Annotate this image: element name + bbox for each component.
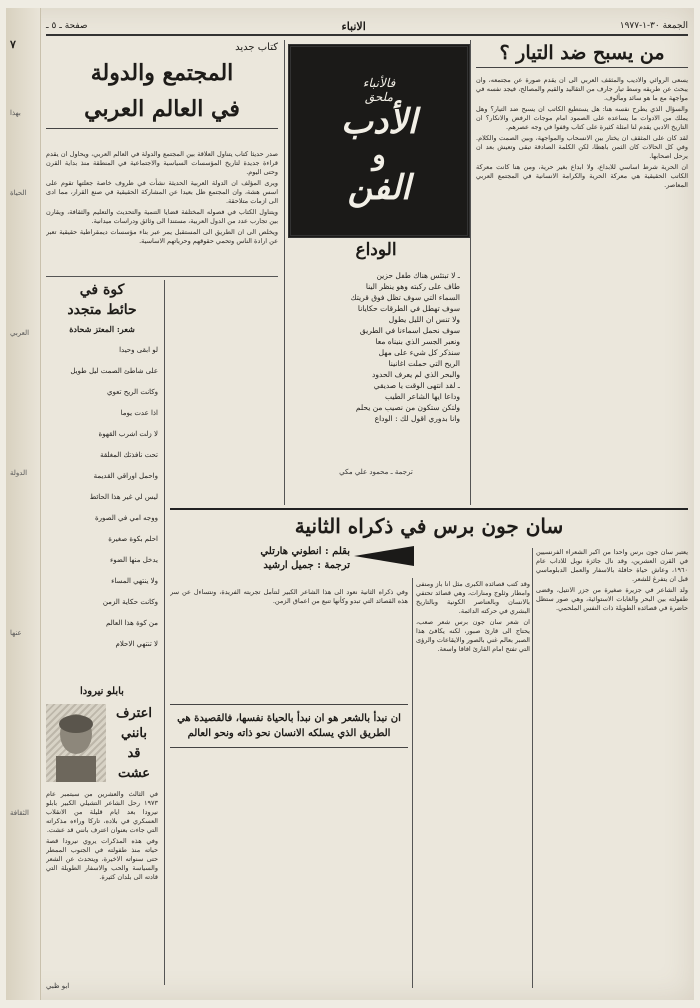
books-kicker: كتاب جديد	[235, 42, 278, 53]
books-paragraph: صدر حديثا كتاب يتناول العلاقة بين المجتمع والدولة في العالم العربي، ويحاول ان يقدم قراءة جديدة لتاريخ المؤسسات السياسية والاجتماعية في المنطقة منذ بداية القرن وحتى اليوم.	[46, 150, 278, 176]
column-rule	[284, 40, 285, 505]
poem-line: ولتكن ستكون من نصيب من يحلم	[355, 403, 460, 412]
portrait-illustration	[46, 704, 106, 782]
header-date: الجمعة ٣٠-١-١٩٧٧	[619, 21, 688, 31]
header-publication: الانباء	[341, 19, 366, 33]
edge-text-line: عنها	[10, 629, 22, 637]
poem2-line: على شاطئ الصمت ليل طويل	[70, 367, 158, 375]
poem-line: سوف نحمل اسماءنا في الطريق	[359, 326, 460, 335]
poem2-title-line-2: حائط متجدد	[67, 302, 137, 318]
header-page-label: صفحة ـ ٥ ـ	[46, 21, 88, 31]
edge-text-line: بهذا	[10, 109, 21, 117]
stream-paragraph: ان الحرية شرط اساسي للابداع، ولا ابداع بغير حرية، ومن هنا كانت معركة الكاتب الحقيقية هي معركة الحرية والكرامة الانسانية في المجتمع العربي المعاصر.	[476, 163, 688, 189]
poem2-line: ليس لي غير هذا الحائط	[89, 493, 158, 501]
poem2-line: تحت نافذتك المغلقة	[100, 451, 158, 459]
feature-byline-author: بقلم : انطوني هارتلي	[260, 546, 350, 557]
confess-title-1: اعترف	[116, 706, 152, 721]
column-rule	[164, 280, 165, 985]
feature-paragraph: ولد الشاعر في جزيرة صغيرة من جزر الانتيل، وقضى طفولته بين البحر والغابات الاستوائية، وهي صور ستظل حاضرة في قصائده الطويلة ذات النفس الملحمي.	[536, 586, 688, 612]
poem-title: الوداع	[355, 240, 397, 260]
books-paragraph: ويرى المؤلف ان الدولة العربية الحديثة نشأت في ظروف خاصة جعلتها تقوم على اسس هشة، وان المجتمع ظل بعيدا عن المشاركة الحقيقية في صنع القرار، مما ادى الى ازمات متلاحقة.	[46, 179, 278, 205]
confess-paragraph: في الثالث والعشرين من سبتمبر عام ١٩٧٣ رحل الشاعر التشيلي الكبير بابلو نيرودا بعد ايام قليلة من الانقلاب العسكري في بلاده، تاركا وراءه مذكراته التي جاءت بعنوان اعترف بانني قد عشت.	[46, 790, 158, 834]
confess-signature: ابو ظبي	[46, 982, 70, 990]
confess-paragraph: وفي هذه المذكرات يروي نيرودا قصة حياته منذ طفولته في الجنوب الممطر حتى سنواته الاخيرة، ويتحدث عن الشعر والسياسة والحب والاسفار الطويلة التي قادته الى بلدان كثيرة.	[46, 837, 158, 881]
newspaper-page	[6, 8, 694, 1000]
poem2-line: اذا عدت يوما	[120, 409, 158, 417]
column-rule	[470, 40, 471, 505]
feature-body-col-2	[416, 580, 530, 988]
poem2-line: ولا ينتهي المساء	[111, 577, 158, 585]
books-title-line-2: في العالم العربي	[46, 96, 278, 129]
poem2-line: من كوة هذا العالم	[105, 619, 158, 627]
poem-line: ولا تنس ان الليل يطول	[388, 315, 460, 324]
poem2-line: لا زلت اشرب القهوة	[98, 430, 158, 438]
poem-line: وداعا ايها الشاعر الطيب	[385, 392, 460, 401]
confess-body	[46, 790, 158, 978]
stream-paragraph: يسعى الروائي والاديب والمثقف العربي الى ان يقدم صورة عن مجتمعه، وان يبحث عن طريقه وسط تيار جارف من التقاليد والقيم والمصالح، فيجد نفسه في مواجهة مع ما هو سائد ومألوف.	[476, 76, 688, 102]
stream-paragraph: لقد كان على المثقف ان يختار بين الانسحاب والمواجهة، وبين الصمت والكلام. وفي كل الحالات كان الثمن باهظا، لكن الكلمة الصادقة تبقى وتعيش بعد ان يرحل اصحابها.	[476, 134, 688, 160]
poem-line: السماء التي سوف تظل فوق قريتك	[350, 293, 460, 302]
feature-body-col-1	[536, 548, 688, 988]
books-paragraph: ويتناول الكتاب في فصوله المختلفة قضايا التنمية والتحديث والتعليم والثقافة، ويقارن بين تجارب عدد من الدول العربية، مستندا الى وثائق ودراسات ميدانية.	[46, 208, 278, 225]
poem2-line: لو ابقى وحيدا	[119, 346, 158, 354]
poem2-body	[46, 340, 158, 680]
supplement-logo-small: فالأنباء	[362, 76, 396, 90]
poem-line: ونعبر الجسر الذي بنيناه معا	[375, 337, 460, 346]
poem2-line: لا تنتهي الاحلام	[115, 640, 158, 648]
poem2-line: احلم بكوة صغيرة	[108, 535, 158, 543]
feature-pull-quote: ان نبدأ بالشعر هو ان نبدأ بالحياة نفسها، فالقصيدة هي الطريق الذي يسلكه الانسان نحو ذاته ونحو العالم	[170, 704, 408, 748]
section-rule	[46, 276, 278, 277]
poem2-line: وكانت حكاية الزمن	[102, 598, 158, 606]
confess-title-2: بانني	[121, 726, 147, 741]
poem2-author: شعر: المعتز شحادة	[69, 324, 135, 334]
supplement-logo-conj: و	[372, 138, 386, 171]
poem-line: طاف على ركبته وهو ينظر الينا	[365, 282, 460, 291]
stream-paragraph: والسؤال الذي يطرح نفسه هنا: هل يستطيع الكاتب ان يسبح ضد التيار؟ وهل يملك من الادوات ما يساعده على الصمود امام موجات الرفض والانكار؟ ان التاريخ الادبي يقدم لنا امثلة كثيرة على كتاب وقفوا في وجه عصرهم.	[476, 105, 688, 131]
edge-text-line: العربي	[10, 329, 30, 337]
column-rule	[532, 548, 533, 988]
supplement-logo-title: الأدب	[341, 102, 417, 142]
stream-article-body	[476, 76, 688, 506]
stream-article-title: من يسبح ضد التيار ؟	[476, 42, 688, 68]
feature-title: سان جون برس في ذكراه الثانية	[294, 514, 564, 538]
poem-line: سنذكر كل شيء على مهل	[378, 348, 460, 357]
supplement-logo-art: الفن	[347, 168, 411, 208]
poem-line: والبحر الذي لم يعرف الحدود	[372, 370, 460, 379]
supplement-logo	[288, 44, 470, 238]
byline-arrow-icon	[354, 546, 414, 566]
confess-title-3: قد	[127, 746, 141, 761]
feature-byline-translator: ترجمة : جميل ارشيد	[263, 560, 350, 571]
feature-paragraph: ان شعر سان جون برس شعر صعب، يحتاج الى قارئ صبور، لكنه يكافئ هذا الصبر بعالم غني بالصور والايقاعات والرؤى التي تفتح امام القارئ افاقا واسعة.	[416, 618, 530, 653]
edge-text-line: الدولة	[10, 469, 28, 477]
confess-author: بابلو نيرودا	[80, 686, 124, 697]
feature-paragraph: وفي ذكراه الثانية نعود الى هذا الشاعر الكبير لنتأمل تجربته الفريدة، ونتساءل عن سر هذه القصائد التي تبدو وكأنها تنبع من اعماق الزمن.	[170, 588, 408, 605]
poem2-line: وكانت الريح تعوي	[107, 388, 158, 396]
edge-page-number: ٧	[10, 38, 16, 51]
books-paragraph: ويخلص الى ان الطريق الى المستقبل يمر عبر بناء مؤسسات ديمقراطية حقيقية تعبر عن ارادة الناس وتحمي حقوقهم وحرياتهم الاساسية.	[46, 228, 278, 245]
books-body	[46, 150, 278, 270]
poem2-line: ووجه امي في الصورة	[94, 514, 158, 522]
supplement-logo-name: ملحق	[364, 90, 394, 104]
poem2-title-line-1: كوة في	[79, 282, 125, 298]
confess-title-4: عشت	[117, 766, 151, 781]
poem2-line: يدخل منها الضوء	[110, 556, 158, 564]
edge-text-line: الحياة	[10, 189, 27, 197]
poem-line: الريح التي حملت اغانينا	[388, 359, 460, 368]
neruda-portrait	[46, 704, 106, 782]
poem-line: سوف تهطل في الطرقات حكايانا	[357, 304, 460, 313]
adjacent-page-edge	[6, 8, 41, 1000]
page-header	[46, 18, 688, 36]
poem-line: وانا بدوري اقول لك : الوداع	[374, 414, 460, 423]
edge-text-line: الثقافة	[10, 809, 29, 817]
section-rule	[170, 508, 688, 510]
column-rule	[412, 578, 413, 988]
feature-paragraph: يعتبر سان جون برس واحدا من اكبر الشعراء الفرنسيين في القرن العشرين، وقد نال جائزة نوبل للاداب عام ١٩٦٠، وعاش حياة حافلة بالاسفار والعمل الدبلوماسي قبل ان يتفرغ للشعر.	[536, 548, 688, 583]
poem-line: ـ لقد انتهى الوقت يا صديقي	[373, 381, 460, 390]
poem-credit: ترجمة ـ محمود علي مكي	[339, 468, 413, 476]
feature-paragraph: وقد كتب قصائده الكبرى مثل انا باز ومنفى وامطار وثلوج ومنارات، وهي قصائد تحتفي بالانسان وبالعناصر الكونية وبالتاريخ البشري في حركته الدائمة.	[416, 580, 530, 615]
books-title-line-1: المجتمع والدولة	[90, 60, 234, 86]
poem-body	[292, 270, 460, 460]
poem2-line: واحمل اوراقي القديمة	[93, 472, 158, 480]
poem-line: ـ لا تبتئس هناك طفل حزين	[376, 271, 460, 280]
feature-body-col-3	[170, 588, 408, 698]
